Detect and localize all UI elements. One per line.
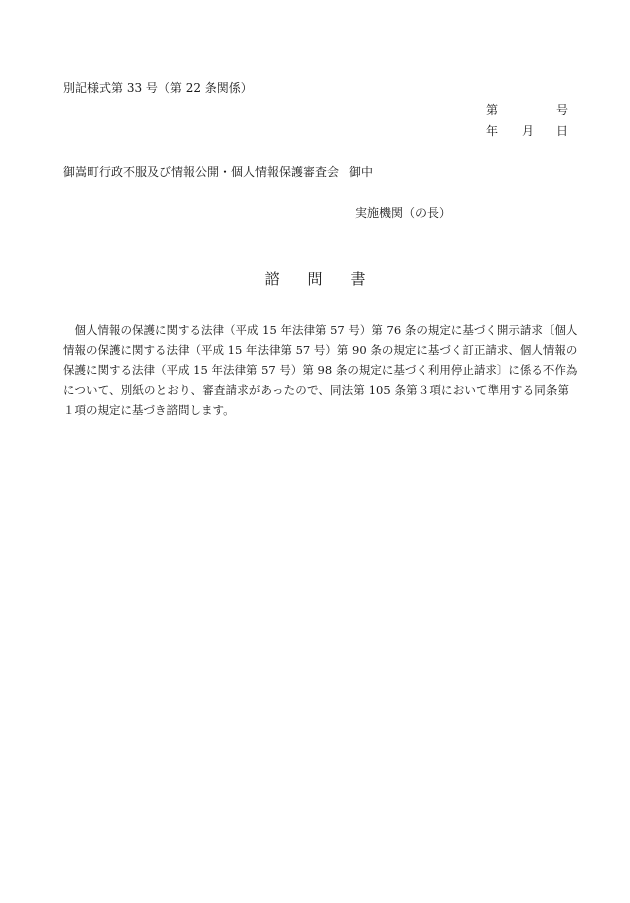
addressee [63,163,373,180]
body-line: 個人情報の保護に関する法律（平成 15 年法律第 57 号）第 76 条の規定に基づく開示請求〔個人 [63,323,578,337]
addressee-name: 御嵩町行政不服及び情報公開・個人情報保護審査会 [63,165,340,179]
sender: 実施機関（の長） [355,206,452,220]
document-number-suffix: 号 [555,103,568,117]
body-line: 情報の保護に関する法律（平成 15 年法律第 57 号）第 90 条の規定に基づく訂正請求、個人情報の [63,343,578,357]
date-year: 年 [486,124,499,138]
document-title: 諮問書 [264,270,394,288]
body-line: について、別紙のとおり、審査請求があったので、同法第 105 条第３項において準用する同条第 [63,383,569,397]
date-day: 日 [555,124,568,138]
form-identifier: 別記様式第 33 号（第 22 条関係） [63,81,253,95]
body-line: 保護に関する法律（平成 15 年法律第 57 号）第 98 条の規定に基づく利用停止請求〕に係る不作為 [63,363,578,377]
body-paragraph [63,320,578,420]
document-number-prefix: 第 [486,103,499,117]
body-line: １項の規定に基づき諮問します。 [63,403,235,417]
date-month: 月 [522,124,535,138]
addressee-honorific: 御中 [349,165,374,179]
